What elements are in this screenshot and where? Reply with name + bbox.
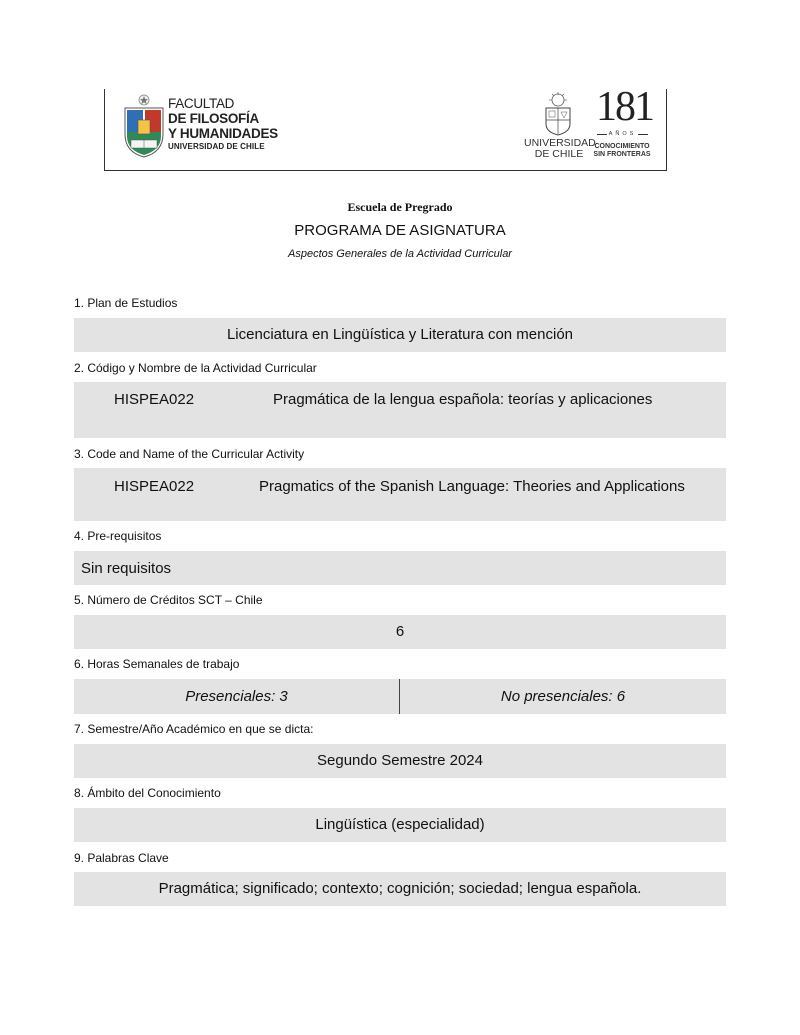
document-title: PROGRAMA DE ASIGNATURA (294, 222, 506, 239)
document-subtitle: Aspectos Generales de la Actividad Curricular (288, 248, 512, 260)
anniversary-slogan (592, 143, 652, 159)
section-label-codigo: 2. Código y Nombre de la Actividad Curricular (74, 361, 317, 375)
slogan-line: SIN FRONTERAS (593, 151, 651, 158)
faculty-line: Y HUMANIDADES (168, 126, 278, 141)
horas-box (74, 679, 726, 714)
codigo-name: Pragmática de la lengua española: teorías y aplicaciones (273, 391, 653, 408)
university-line: DE CHILE (534, 148, 584, 160)
prereq-value: Sin requisitos (81, 560, 172, 577)
section-label-palabras: 9. Palabras Clave (74, 851, 169, 865)
section-label-semestre: 7. Semestre/Año Académico en que se dicta: (74, 722, 314, 736)
faculty-line: FACULTAD (168, 96, 235, 111)
plan-box (74, 318, 726, 352)
palabras-value: Pragmática; significado; contexto; cognición; sociedad; lengua española. (158, 880, 642, 897)
anniversary-number: 181 (596, 84, 653, 130)
faculty-university: UNIVERSIDAD DE CHILE (168, 142, 265, 151)
code-en-name: Pragmatics of the Spanish Language: Theories and Applications (259, 478, 685, 495)
faculty-line: DE FILOSOFÍA (168, 111, 259, 126)
plan-value: Licenciatura en Lingüística y Literatura con mención (226, 326, 574, 343)
slogan-line: CONOCIMIENTO (594, 143, 650, 150)
school-title: Escuela de Pregrado (347, 200, 453, 214)
section-label-ambito: 8. Ámbito del Conocimiento (74, 786, 221, 800)
section-label-plan: 1. Plan de Estudios (74, 296, 178, 310)
semestre-value: Segundo Semestre 2024 (317, 752, 483, 769)
anos-rule (638, 134, 648, 135)
university-line: UNIVERSIDAD (524, 137, 596, 149)
section-label-horas: 6. Horas Semanales de trabajo (74, 657, 240, 671)
horas-no-presenciales: No presenciales: 6 (500, 688, 626, 705)
faculty-crest-icon (123, 94, 165, 158)
university-name (524, 138, 594, 160)
creditos-value: 6 (395, 623, 405, 640)
horas-presenciales: Presenciales: 3 (185, 688, 288, 705)
creditos-box (74, 615, 726, 649)
university-crest-icon (543, 92, 573, 136)
semestre-box (74, 744, 726, 778)
code-en-code: HISPEA022 (114, 478, 195, 495)
section-label-creditos: 5. Número de Créditos SCT – Chile (74, 593, 263, 607)
ambito-value: Lingüística (especialidad) (315, 816, 485, 833)
code-en-box (74, 468, 726, 521)
section-label-prereq: 4. Pre-requisitos (74, 529, 162, 543)
section-label-code-en: 3. Code and Name of the Curricular Activity (74, 447, 305, 461)
ambito-box (74, 808, 726, 842)
codigo-box (74, 382, 726, 438)
anniversary-anos: AÑOS (608, 131, 637, 137)
faculty-name (168, 96, 278, 153)
prereq-box (74, 551, 726, 585)
palabras-box (74, 872, 726, 906)
codigo-code: HISPEA022 (114, 391, 195, 408)
